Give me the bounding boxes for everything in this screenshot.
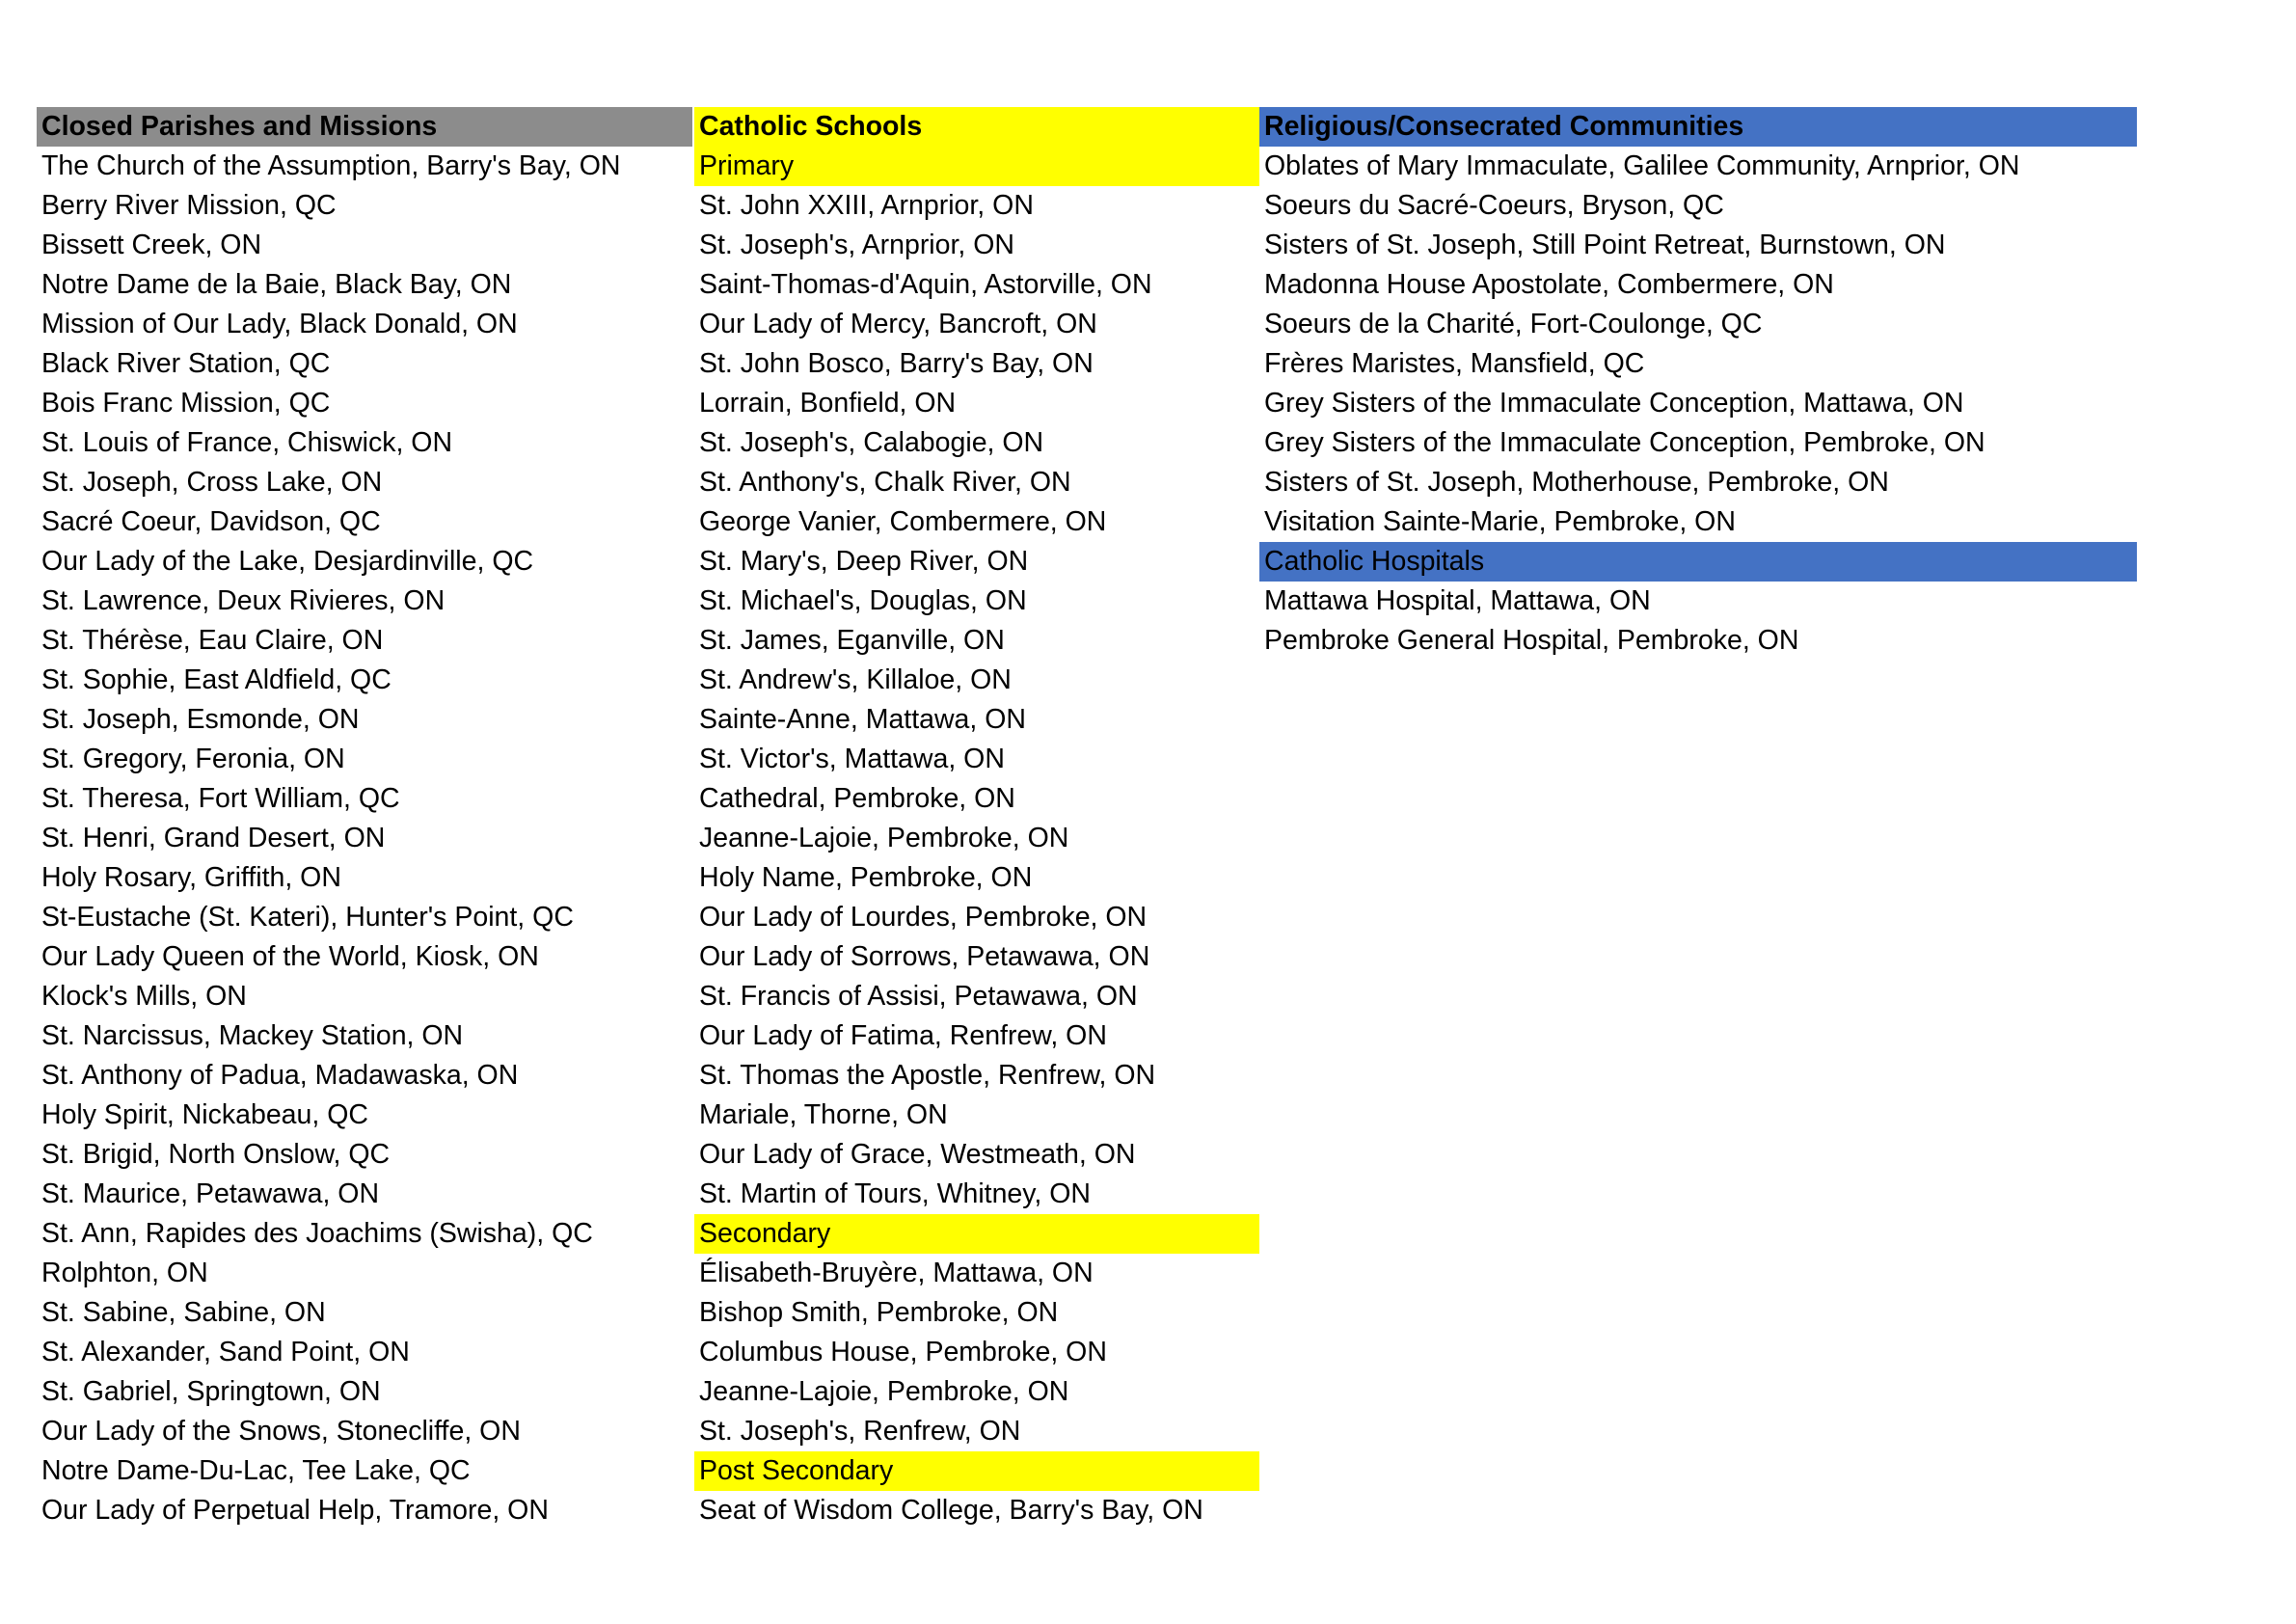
closed-parish-item: Our Lady Queen of the World, Kiosk, ON: [41, 941, 539, 972]
primary-school-item: St. Joseph's, Calabogie, ON: [699, 427, 1044, 458]
post-secondary-school-item: Seat of Wisdom College, Barry's Bay, ON: [699, 1495, 1203, 1526]
closed-parish-item: St-Eustache (St. Kateri), Hunter's Point, QC: [41, 902, 574, 933]
closed-parish-item: St. Narcissus, Mackey Station, ON: [41, 1020, 464, 1051]
secondary-school-item: Élisabeth-Bruyère, Mattawa, ON: [699, 1258, 1094, 1288]
closed-parish-item: Holy Spirit, Nickabeau, QC: [41, 1099, 368, 1130]
primary-school-item: Our Lady of Grace, Westmeath, ON: [699, 1139, 1136, 1170]
primary-school-item: St. Anthony's, Chalk River, ON: [699, 467, 1071, 498]
primary-school-item: Our Lady of Sorrows, Petawawa, ON: [699, 941, 1150, 972]
religious-communities-header: Religious/Consecrated Communities: [1259, 107, 2137, 147]
closed-parish-item: Berry River Mission, QC: [41, 190, 337, 221]
primary-school-item: Mariale, Thorne, ON: [699, 1099, 948, 1130]
closed-parish-item: Klock's Mills, ON: [41, 981, 247, 1012]
closed-parish-item: St. Joseph, Cross Lake, ON: [41, 467, 383, 498]
closed-parish-item: St. Maurice, Petawawa, ON: [41, 1178, 380, 1209]
closed-parish-item: The Church of the Assumption, Barry's Bay, ON: [41, 150, 621, 181]
primary-school-item: St. Michael's, Douglas, ON: [699, 585, 1027, 616]
primary-school-item: Saint-Thomas-d'Aquin, Astorville, ON: [699, 269, 1152, 300]
closed-parish-item: St. Gregory, Feronia, ON: [41, 744, 345, 774]
closed-parish-item: St. Henri, Grand Desert, ON: [41, 823, 386, 853]
primary-school-item: George Vanier, Combermere, ON: [699, 506, 1107, 537]
primary-school-item: St. John Bosco, Barry's Bay, ON: [699, 348, 1094, 379]
primary-school-item: Sainte-Anne, Mattawa, ON: [699, 704, 1026, 735]
closed-parish-item: St. Alexander, Sand Point, ON: [41, 1337, 410, 1367]
primary-school-item: St. Victor's, Mattawa, ON: [699, 744, 1005, 774]
religious-community-item: Sisters of St. Joseph, Still Point Retreat, Burnstown, ON: [1264, 230, 1946, 260]
primary-school-item: Holy Name, Pembroke, ON: [699, 862, 1033, 893]
closed-parish-item: St. Louis of France, Chiswick, ON: [41, 427, 453, 458]
primary-school-item: Cathedral, Pembroke, ON: [699, 783, 1015, 814]
catholic-hospitals-list: [1259, 582, 2137, 661]
closed-parish-item: St. Joseph, Esmonde, ON: [41, 704, 360, 735]
religious-community-item: Grey Sisters of the Immaculate Conception, Mattawa, ON: [1264, 388, 1964, 419]
closed-parish-item: St. Thérèse, Eau Claire, ON: [41, 625, 384, 656]
secondary-school-item: Bishop Smith, Pembroke, ON: [699, 1297, 1059, 1328]
primary-school-item: St. Andrew's, Killaloe, ON: [699, 664, 1012, 695]
religious-community-item: Grey Sisters of the Immaculate Conception, Pembroke, ON: [1264, 427, 1985, 458]
closed-parish-item: St. Theresa, Fort William, QC: [41, 783, 400, 814]
religious-community-item: Visitation Sainte-Marie, Pembroke, ON: [1264, 506, 1736, 537]
secondary-subheader: Secondary: [694, 1214, 1259, 1254]
closed-parish-item: Holy Rosary, Griffith, ON: [41, 862, 341, 893]
closed-parish-item: Notre Dame-Du-Lac, Tee Lake, QC: [41, 1455, 471, 1486]
catholic-hospital-item: Mattawa Hospital, Mattawa, ON: [1264, 585, 1651, 616]
closed-parish-item: Mission of Our Lady, Black Donald, ON: [41, 309, 518, 339]
primary-schools-list: [694, 186, 1259, 1214]
closed-parish-item: Rolphton, ON: [41, 1258, 208, 1288]
primary-school-item: St. Thomas the Apostle, Renfrew, ON: [699, 1060, 1156, 1091]
catholic-schools-header: Catholic Schools: [694, 107, 1259, 147]
primary-subheader: Primary: [694, 147, 1259, 186]
secondary-school-item: Jeanne-Lajoie, Pembroke, ON: [699, 1376, 1069, 1407]
primary-school-item: St. John XXIII, Arnprior, ON: [699, 190, 1034, 221]
closed-parish-item: Bois Franc Mission, QC: [41, 388, 331, 419]
primary-school-item: Our Lady of Fatima, Renfrew, ON: [699, 1020, 1107, 1051]
closed-parish-item: St. Sophie, East Aldfield, QC: [41, 664, 392, 695]
catholic-schools-column: [694, 107, 1259, 1530]
closed-parish-item: Sacré Coeur, Davidson, QC: [41, 506, 381, 537]
primary-school-item: St. Francis of Assisi, Petawawa, ON: [699, 981, 1138, 1012]
religious-community-item: Soeurs de la Charité, Fort-Coulonge, QC: [1264, 309, 1763, 339]
primary-school-item: St. James, Eganville, ON: [699, 625, 1005, 656]
closed-parish-item: St. Anthony of Padua, Madawaska, ON: [41, 1060, 519, 1091]
primary-school-item: Jeanne-Lajoie, Pembroke, ON: [699, 823, 1069, 853]
closed-parish-item: Black River Station, QC: [41, 348, 331, 379]
catholic-hospital-item: Pembroke General Hospital, Pembroke, ON: [1264, 625, 1799, 656]
religious-community-item: Soeurs du Sacré-Coeurs, Bryson, QC: [1264, 190, 1724, 221]
post-secondary-subheader: Post Secondary: [694, 1451, 1259, 1491]
primary-school-item: St. Joseph's, Arnprior, ON: [699, 230, 1014, 260]
religious-community-item: Sisters of St. Joseph, Motherhouse, Pembroke, ON: [1264, 467, 1889, 498]
religious-communities-list: [1259, 147, 2137, 542]
secondary-school-item: St. Joseph's, Renfrew, ON: [699, 1416, 1021, 1447]
secondary-school-item: Columbus House, Pembroke, ON: [699, 1337, 1107, 1367]
closed-parish-item: St. Ann, Rapides des Joachims (Swisha), QC: [41, 1218, 593, 1249]
closed-parishes-header: Closed Parishes and Missions: [37, 107, 692, 147]
primary-school-item: Lorrain, Bonfield, ON: [699, 388, 957, 419]
closed-parishes-column: [37, 107, 692, 1530]
closed-parish-item: Our Lady of the Snows, Stonecliffe, ON: [41, 1416, 521, 1447]
catholic-hospitals-header: Catholic Hospitals: [1259, 542, 2137, 582]
closed-parish-item: St. Lawrence, Deux Rivieres, ON: [41, 585, 446, 616]
closed-parish-item: Bissett Creek, ON: [41, 230, 262, 260]
closed-parish-item: Our Lady of Perpetual Help, Tramore, ON: [41, 1495, 549, 1526]
closed-parish-item: St. Sabine, Sabine, ON: [41, 1297, 326, 1328]
religious-communities-column: [1259, 107, 2137, 661]
religious-community-item: Frères Maristes, Mansfield, QC: [1264, 348, 1645, 379]
closed-parish-item: St. Brigid, North Onslow, QC: [41, 1139, 391, 1170]
closed-parish-item: Our Lady of the Lake, Desjardinville, QC: [41, 546, 534, 577]
primary-school-item: St. Mary's, Deep River, ON: [699, 546, 1029, 577]
primary-school-item: St. Martin of Tours, Whitney, ON: [699, 1178, 1091, 1209]
primary-school-item: Our Lady of Mercy, Bancroft, ON: [699, 309, 1097, 339]
secondary-schools-list: [694, 1254, 1259, 1451]
primary-school-item: Our Lady of Lourdes, Pembroke, ON: [699, 902, 1148, 933]
closed-parishes-list: [37, 147, 692, 1530]
religious-community-item: Oblates of Mary Immaculate, Galilee Community, Arnprior, ON: [1264, 150, 2020, 181]
post-secondary-schools-list: [694, 1491, 1259, 1530]
closed-parish-item: Notre Dame de la Baie, Black Bay, ON: [41, 269, 512, 300]
religious-community-item: Madonna House Apostolate, Combermere, ON: [1264, 269, 1834, 300]
closed-parish-item: St. Gabriel, Springtown, ON: [41, 1376, 381, 1407]
